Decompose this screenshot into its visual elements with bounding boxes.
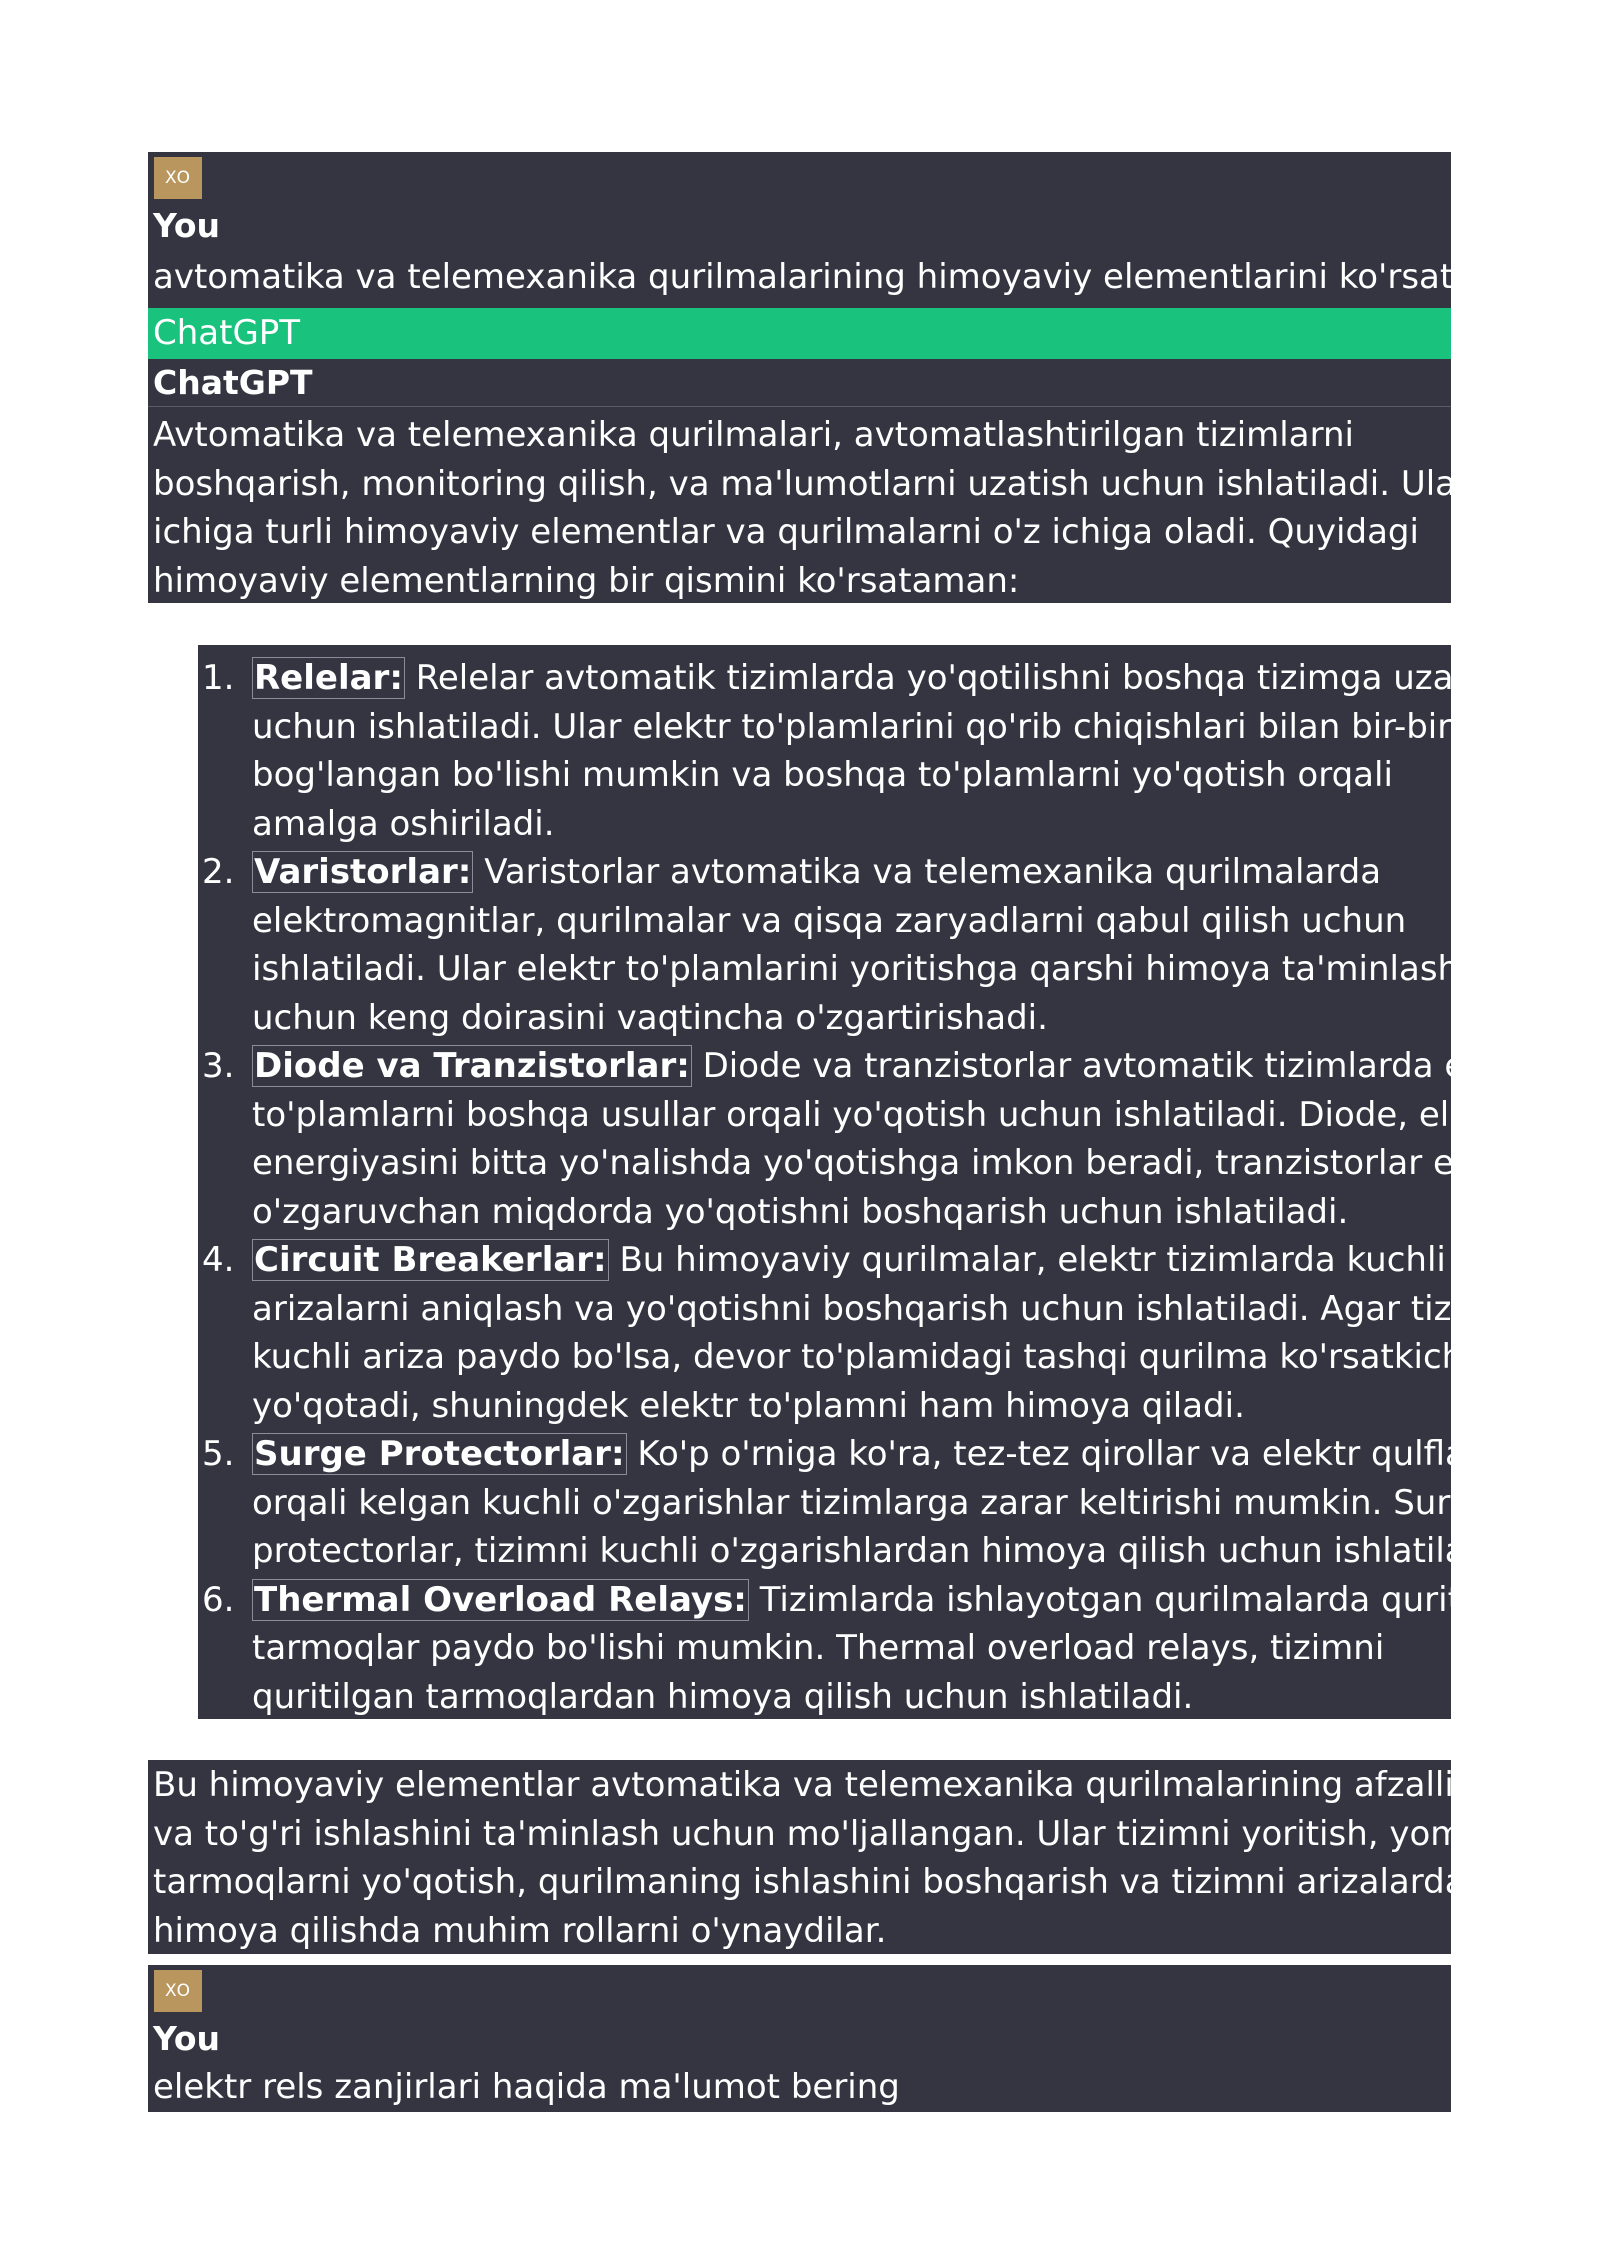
list-line: o'zgaruvchan miqdorda yo'qotishni boshqarish uchun ishlatiladi. [252,1191,1349,1232]
intro-line: boshqarish, monitoring qilish, va ma'lumotlarni uzatish uchun ishlatiladi. Ular o'z [153,463,1529,504]
list-line: ishlatiladi. Ular elektr to'plamlarini yoritishga qarshi himoya ta'minlash [252,949,1460,989]
item-term: Varistorlar: [254,852,472,892]
list-line [252,848,1451,897]
item-term: Diode va Tranzistorlar: [254,1046,690,1086]
list-item [198,1576,1544,1722]
list-line: uchun keng doirasini vaqtincha o'zgartirishadi. [252,997,1048,1038]
list-number: 6. [202,1579,235,1620]
assistant-intro [148,359,1529,603]
list-line [252,654,1516,703]
assistant-intro-text [153,411,1529,605]
list-line: protectorlar, tizimni kuchli o'zgarishlardan himoya qilish uchun ishlatiladi. [252,1531,1508,1571]
outro-line: himoya qilishda muhim rollarni o'ynaydilar. [153,1910,887,1951]
item-text: Bu himoyaviy qurilmalar, elektr tizimlarda kuchli [608,1240,1446,1280]
list-line [252,1576,1544,1625]
ordered-list [198,654,1544,1721]
message-line: elektr rels zanjirlari haqida ma'lumot bering [153,2067,900,2107]
list-number: 1. [202,658,235,698]
user-message-text [153,253,1506,302]
intro-line: ichiga turli himoyaviy elementlar va qurilmalarni o'z ichiga oladi. Quyidagi [153,512,1419,552]
list-line: amalga oshiriladi. [252,803,555,844]
user-avatar: XO [154,157,202,199]
list-number: 3. [202,1046,235,1086]
list-number: 4. [202,1240,235,1280]
item-text: Varistorlar avtomatika va telemexanika qurilmalarda [473,852,1382,892]
user-message-1 [148,152,1506,308]
message-line: avtomatika va telemexanika qurilmalarining himoyaviy elementlarini ko'rsating [153,257,1506,297]
list-item [198,1236,1537,1430]
list-item [198,848,1460,1042]
list-line [252,1430,1480,1479]
intro-line: himoyaviy elementlarning bir qismini ko'rsataman: [153,560,1020,601]
assistant-outro-text [153,1761,1528,1955]
assistant-header-bar [148,308,1451,359]
assistant-divider [148,406,1451,407]
list-line: arizalarni aniqlash va yo'qotishni boshqarish uchun ishlatiladi. Agar tizimda [252,1288,1537,1329]
outro-line: tarmoqlarni yo'qotish, qurilmaning ishlashini boshqarish va tizimni arizalardan [153,1862,1488,1902]
protective-elements-list [198,645,1544,1719]
item-text: Diode va tranzistorlar avtomatik tizimlarda elektr [691,1046,1543,1086]
assistant-name: ChatGPT [153,363,313,402]
list-line: yo'qotadi, shuningdek elektr to'plamni ham himoya qiladi. [252,1385,1245,1426]
list-number: 5. [202,1434,235,1474]
list-line: kuchli ariza paydo bo'lsa, devor to'plamidagi tashqi qurilma ko'rsatkichni [252,1337,1495,1377]
list-line: orqali kelgan kuchli o'zgarishlar tizimlarga zarar keltirishi mumkin. Surge [252,1482,1493,1523]
list-line: to'plamlarni boshqa usullar orqali yo'qotish uchun ishlatiladi. Diode, elektr [252,1094,1518,1135]
list-line: bog'langan bo'lishi mumkin va boshqa to'plamlarni yo'qotish orqali [252,755,1393,795]
item-text: Tizimlarda ishlayotgan qurilmalarda quritilgan [748,1579,1544,1620]
list-line: quritilgan tarmoqlardan himoya qilish uchun ishlatiladi. [252,1676,1194,1717]
item-term: Relelar: [254,658,403,698]
assistant-outro [148,1760,1528,1954]
outro-line: Bu himoyaviy elementlar avtomatika va telemexanika qurilmalarining afzalliklari [153,1765,1528,1805]
outro-line: va to'g'ri ishlashini ta'minlash uchun mo'ljallangan. Ular tizimni yoritish, yomon [153,1813,1506,1854]
list-item [198,1430,1508,1576]
list-line [252,1236,1451,1285]
item-term: Circuit Breakerlar: [254,1240,607,1280]
user-name: You [153,2019,221,2058]
list-line: elektromagnitlar, qurilmalar va qisqa zaryadlarni qabul qilish uchun [252,900,1407,941]
user-message-text [153,2063,1445,2112]
user-message-2 [148,1965,1451,2112]
item-text: Ko'p o'rniga ko'ra, tez-tez qirollar va elektr qulflar [626,1434,1480,1474]
assistant-bar-label: ChatGPT [153,313,301,353]
list-item [198,654,1516,848]
user-avatar: XO [154,1970,202,2012]
intro-line: Avtomatika va telemexanika qurilmalari, avtomatlashtirilgan tizimlarni [153,415,1354,455]
item-term: Surge Protectorlar: [254,1434,625,1474]
user-name: You [153,206,221,245]
list-item [198,1042,1543,1236]
list-number: 2. [202,852,235,892]
list-line: uchun ishlatiladi. Ular elektr to'plamlarini qo'rib chiqishlari bilan bir-biriga [252,706,1504,747]
list-line: tarmoqlar paydo bo'lishi mumkin. Thermal overload relays, tizimni [252,1628,1385,1668]
list-line: energiyasini bitta yo'nalishda yo'qotishga imkon beradi, tranzistorlar esa [252,1143,1493,1183]
list-line [252,1042,1543,1091]
item-term: Thermal Overload Relays: [254,1579,747,1620]
item-text: Relelar avtomatik tizimlarda yo'qotilishni boshqa tizimga uzatish [404,658,1516,698]
